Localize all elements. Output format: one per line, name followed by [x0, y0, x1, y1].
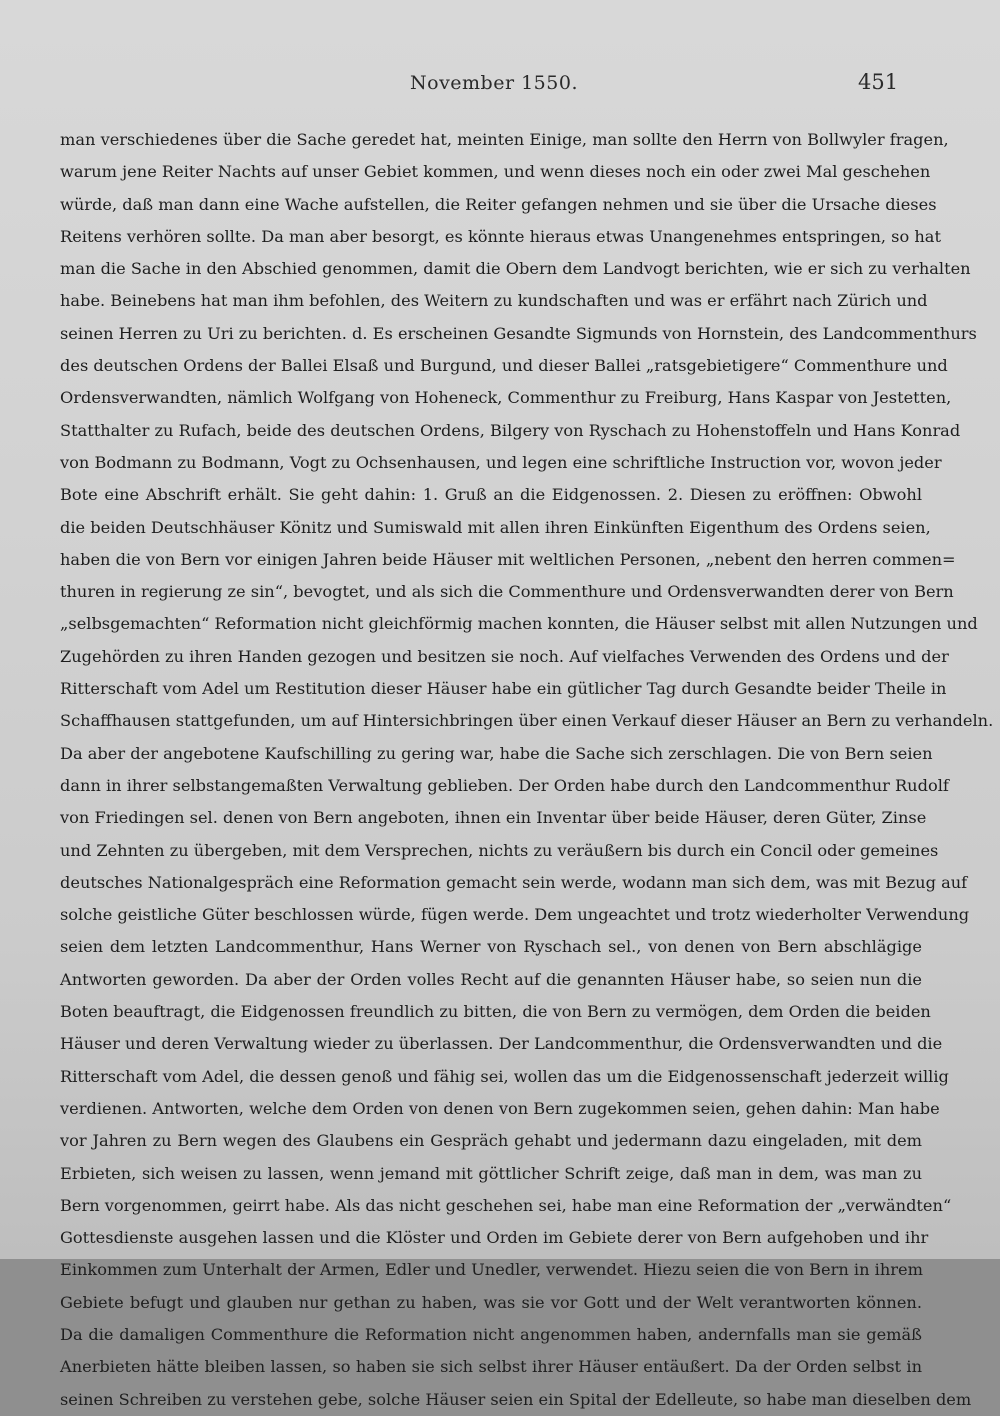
- text-line: Statthalter zu Rufach, beide des deutschen Ordens, Bilgery von Ryschach zu Hohenstoffeln und Hans Konrad: [60, 420, 961, 440]
- text-line: warum jene Reiter Nachts auf unser Gebiet kommen, und wenn dieses noch ein oder zwei Mal geschehen: [60, 162, 931, 182]
- text-line: Da die damaligen Commenthure die Reformation nicht angenommen haben, andernfalls man sie gemäß: [60, 1324, 922, 1344]
- text-line: würde, daß man dann eine Wache aufstellen, die Reiter gefangen nehmen und sie über die Ursache dieses: [60, 194, 937, 214]
- text-line: man die Sache in den Abschied genommen, damit die Obern dem Landvogt berichten, wie er sich zu verhalten: [60, 259, 971, 279]
- text-line: und Zehnten zu übergeben, mit dem Versprechen, nichts zu veräußern bis durch ein Concil oder gemeines: [60, 840, 939, 860]
- text-line: habe. Beinebens hat man ihm befohlen, des Weitern zu kundschaften und was er erfährt nach Zürich und: [60, 291, 928, 311]
- text-line: Reitens verhören sollte. Da man aber besorgt, es könnte hieraus etwas Unangenehmes entspringen, so hat: [60, 226, 941, 246]
- text-line: Erbieten, sich weisen zu lassen, wenn jemand mit göttlicher Schrift zeige, daß man in dem, was man zu: [60, 1163, 922, 1183]
- text-line: des deutschen Ordens der Ballei Elsaß und Burgund, und dieser Ballei „ratsgebietigere“ Commenthure und: [60, 356, 948, 376]
- text-line: Da aber der angebotene Kaufschilling zu gering war, habe die Sache sich zerschlagen. Die von Bern seien: [60, 743, 933, 763]
- text-line: Ritterschaft vom Adel, die dessen genoß und fähig sei, wollen das um die Eidgenossenschaft jederzeit willig: [60, 1066, 949, 1086]
- text-line: Häuser und deren Verwaltung wieder zu überlassen. Der Landcommenthur, die Ordensverwandten und die: [60, 1034, 943, 1054]
- text-line: Anerbieten hätte bleiben lassen, so haben sie sich selbst ihrer Häuser entäußert. Da der Orden selbst in: [60, 1357, 922, 1377]
- text-line: von Friedingen sel. denen von Bern angeboten, ihnen ein Inventar über beide Häuser, deren Güter, Zinse: [60, 808, 927, 828]
- text-line: solche geistliche Güter beschlossen würde, fügen werde. Dem ungeachtet und trotz wiederholter Verwendung: [60, 905, 970, 925]
- text-line: dann in ihrer selbstangemaßten Verwaltung geblieben. Der Orden habe durch den Landcommenthur Rudolf: [60, 775, 949, 795]
- text-line: vor Jahren zu Bern wegen des Glaubens ein Gespräch gehabt und jedermann dazu eingeladen, mit dem: [60, 1131, 922, 1151]
- text-line: Schaffhausen stattgefunden, um auf Hintersichbringen über einen Verkauf dieser Häuser an Bern zu verhandeln.: [60, 711, 994, 731]
- text-line: Ordensverwandten, nämlich Wolfgang von Hoheneck, Commenthur zu Freiburg, Hans Kaspar von Jestetten,: [60, 388, 952, 408]
- text-line: thuren in regierung ze sin“, bevogtet, und als sich die Commenthure und Ordensverwandten derer von Bern: [60, 582, 954, 602]
- text-line: seinen Herren zu Uri zu berichten. d. Es erscheinen Gesandte Sigmunds von Hornstein, des Landcommenthurs: [60, 323, 977, 343]
- text-line: Einkommen zum Unterhalt der Armen, Edler und Unedler, verwendet. Hiezu seien die von Bern in ihrem: [60, 1260, 923, 1280]
- running-title: November 1550.: [410, 72, 578, 94]
- text-line: seinen Schreiben zu verstehen gebe, solche Häuser seien ein Spital der Edelleute, so habe man dieselben dem: [60, 1389, 972, 1409]
- text-line: Boten beauftragt, die Eidgenossen freundlich zu bitten, die von Bern zu vermögen, dem Orden die beiden: [60, 1002, 931, 1022]
- text-line: Bote eine Abschrift erhält. Sie geht dahin: 1. Gruß an die Eidgenossen. 2. Diesen zu eröffnen: Obwohl: [60, 485, 922, 505]
- text-line: man verschiedenes über die Sache geredet hat, meinten Einige, man sollte den Herrn von Bollwyler fragen,: [60, 130, 949, 149]
- text-line: die beiden Deutschhäuser Könitz und Sumiswald mit allen ihren Einkünften Eigenthum des Ordens seien,: [60, 517, 931, 537]
- text-line: verdienen. Antworten, welche dem Orden von denen von Bern zugekommen seien, gehen dahin: Man habe: [60, 1098, 940, 1118]
- body-text: [60, 124, 994, 1416]
- text-line: seien dem letzten Landcommenthur, Hans Werner von Ryschach sel., von denen von Bern abschlägige: [60, 937, 922, 957]
- text-line: Ritterschaft vom Adel um Restitution dieser Häuser habe ein gütlicher Tag durch Gesandte beider Theile in: [60, 679, 947, 699]
- text-line: Gottesdienste ausgehen lassen und die Klöster und Orden im Gebiete derer von Bern aufgehoben und ihr: [60, 1228, 929, 1248]
- page-number: 451: [858, 70, 899, 94]
- text-line: Gebiete befugt und glauben nur gethan zu haben, was sie vor Gott und der Welt verantworten können.: [60, 1292, 922, 1312]
- text-line: von Bodmann zu Bodmann, Vogt zu Ochsenhausen, und legen eine schriftliche Instruction vor, wovon jeder: [60, 452, 942, 472]
- text-line: haben die von Bern vor einigen Jahren beide Häuser mit weltlichen Personen, „nebent den herren commen=: [60, 549, 956, 569]
- text-line: deutsches Nationalgespräch eine Reformation gemacht sein werde, wodann man sich dem, was mit Bezug auf: [60, 872, 968, 892]
- text-line: Bern vorgenommen, geirrt habe. Als das nicht geschehen sei, habe man eine Reformation der „verwändten“: [60, 1195, 952, 1215]
- text-line: Antworten geworden. Da aber der Orden volles Recht auf die genannten Häuser habe, so seien nun die: [60, 969, 922, 989]
- text-line: Zugehörden zu ihren Handen gezogen und besitzen sie noch. Auf vielfaches Verwenden des Ordens und der: [60, 646, 949, 666]
- text-line: „selbsgemachten“ Reformation nicht gleichförmig machen konnten, die Häuser selbst mit allen Nutzungen und: [60, 614, 978, 634]
